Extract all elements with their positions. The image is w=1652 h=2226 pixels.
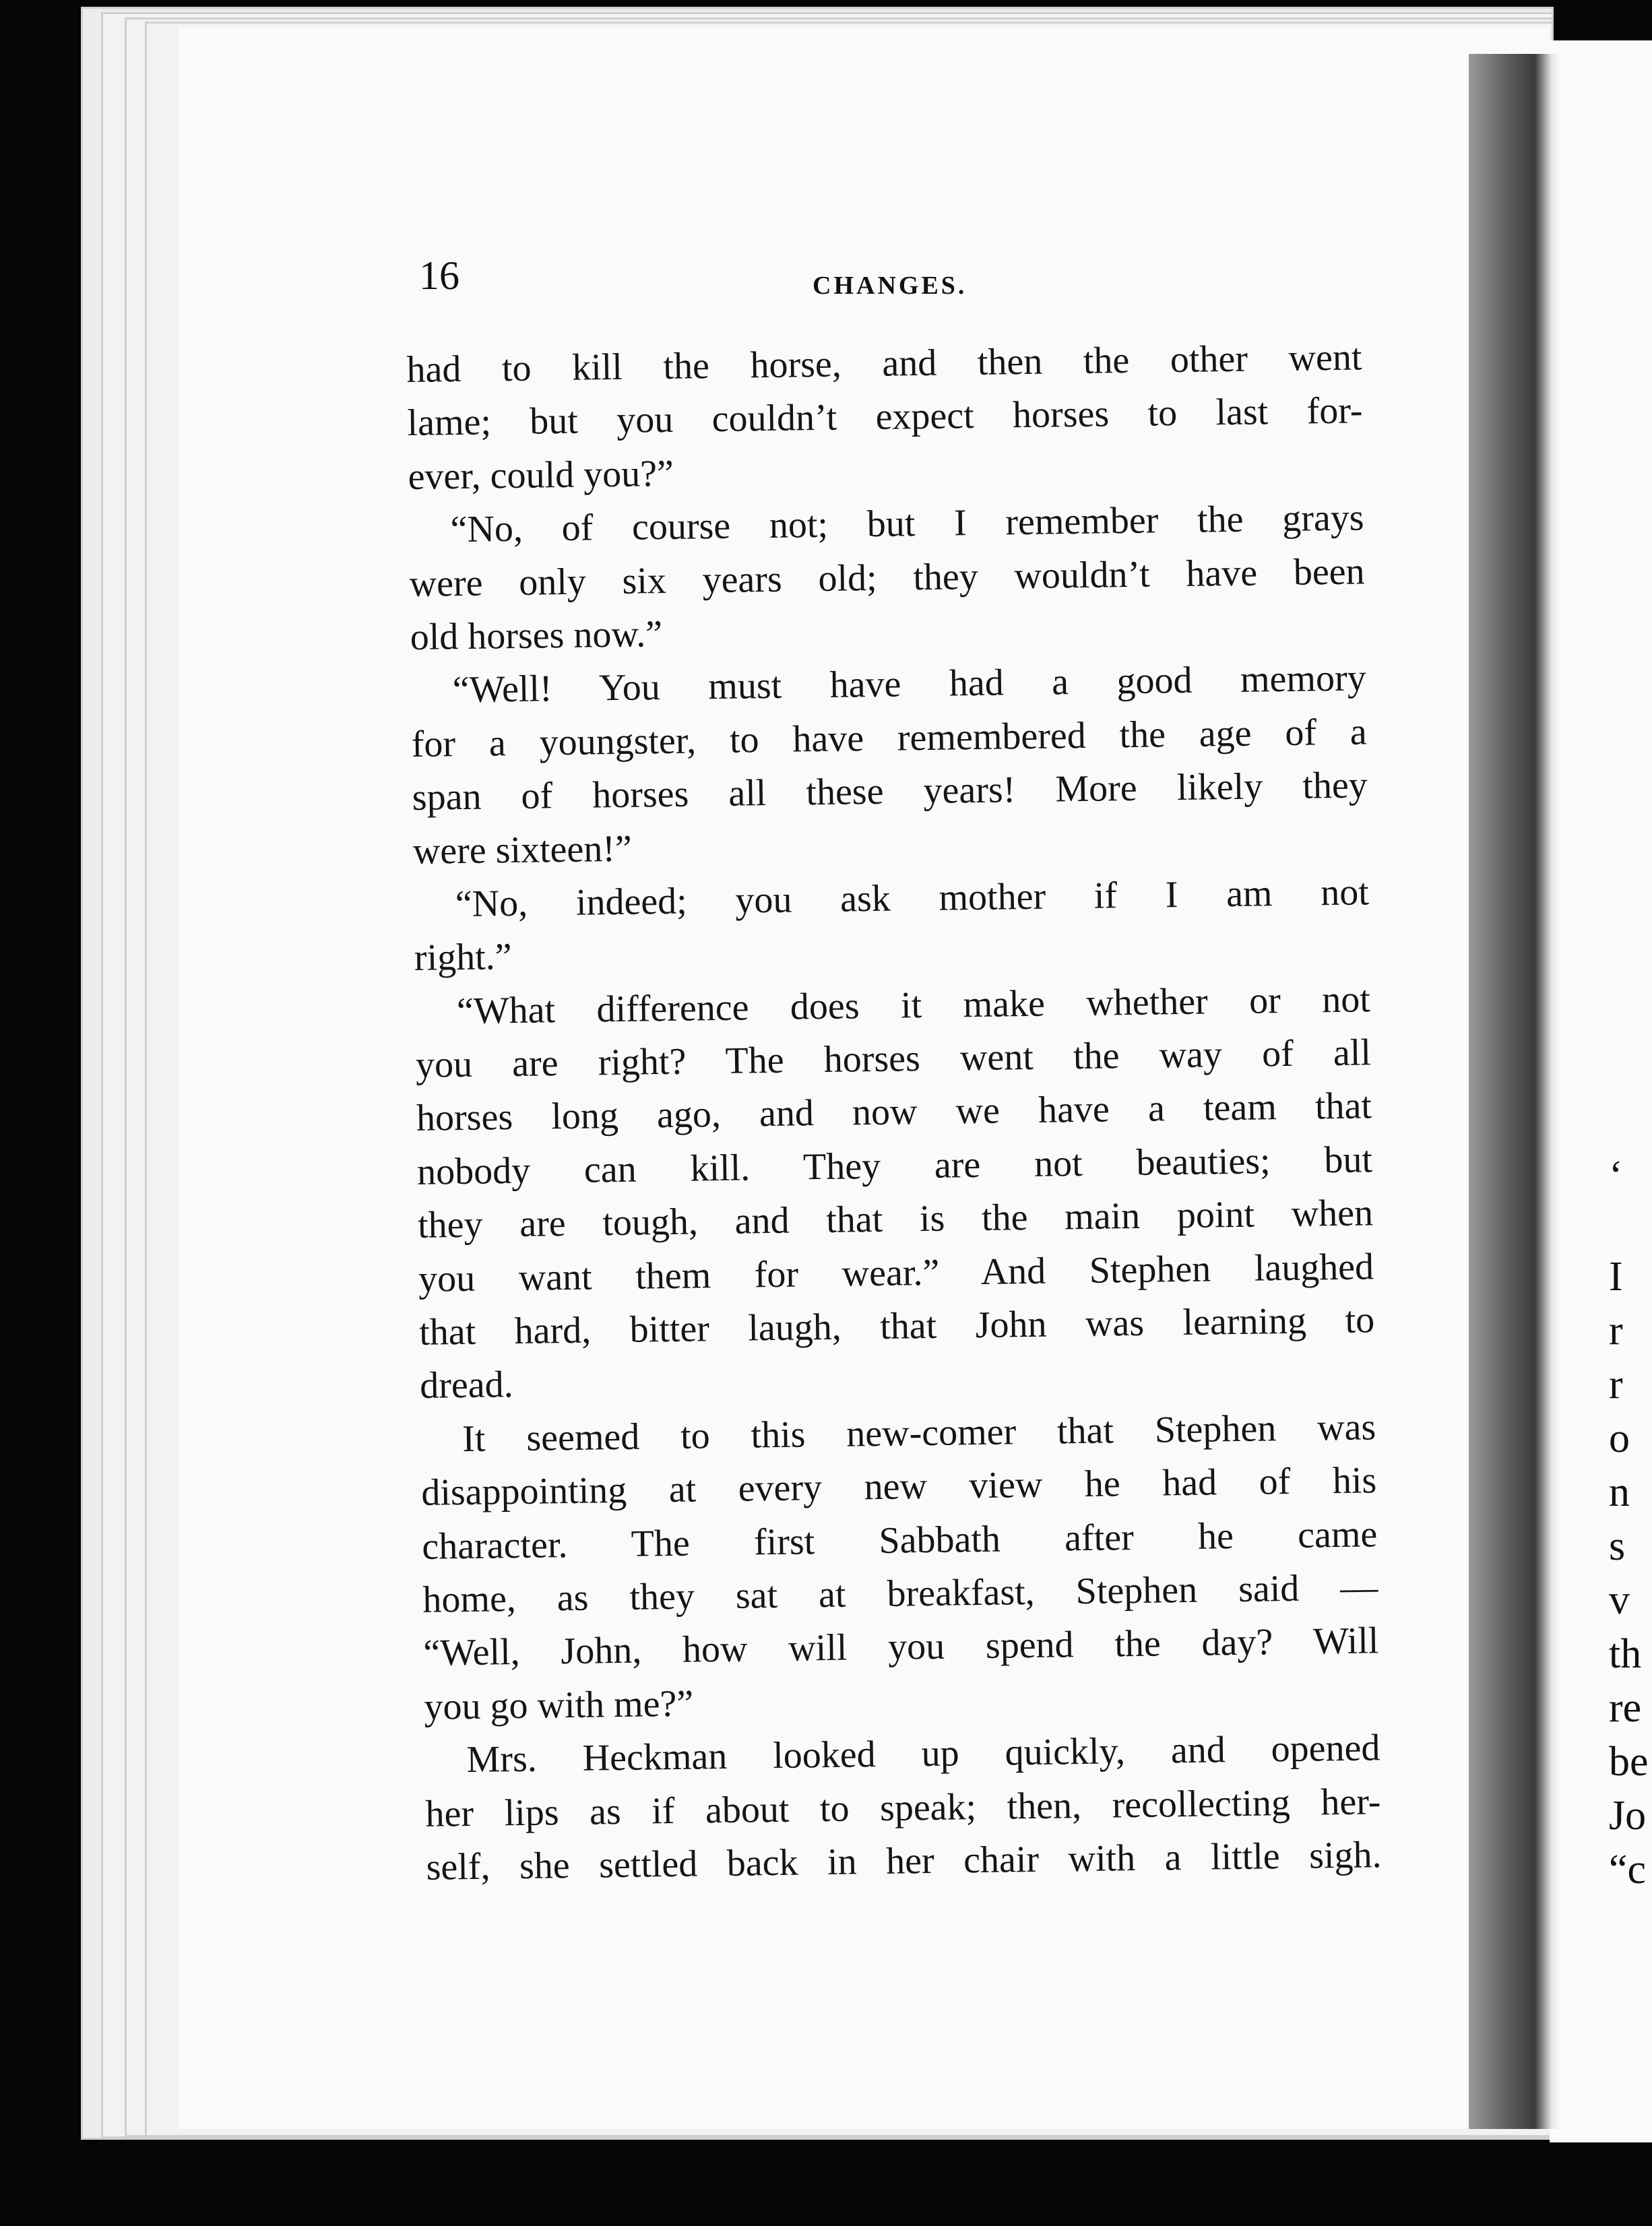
text-line: were only six years old; they wouldn’t have been [409,550,1365,605]
running-title: CHANGES. [813,272,967,300]
text-line: “No, indeed; you ask mother if I am not [455,871,1370,926]
text-line: they are tough, and that is the main point when [417,1192,1374,1247]
facing-page-fragment: I [1609,1254,1623,1300]
body-text [406,331,1382,1895]
facing-page-fragment: s [1609,1523,1626,1569]
text-line: character. The first Sabbath after he came [421,1513,1378,1568]
text-line: you go with me?” [424,1682,694,1728]
text-line: home, as they sat at breakfast, Stephen said — [422,1566,1378,1621]
text-line: old horses now.” [410,613,663,658]
text-line: “No, of course not; but I remember the grays [450,497,1364,551]
facing-page-fragment: th [1609,1631,1642,1677]
text-line: “Well! You must have had a good memory [452,657,1367,711]
facing-page-fragment: r [1609,1308,1623,1354]
facing-page-fragment: v [1609,1577,1630,1623]
text-line: self, she settled back in her chair with a little sigh. [426,1834,1382,1888]
facing-page-fragment: be [1609,1739,1649,1785]
facing-page-fragment: n [1609,1469,1630,1515]
facing-page-fragment: ‘ [1609,1153,1623,1199]
text-line: you want them for wear.” And Stephen laughed [418,1245,1374,1300]
text-line: It seemed to this new-comer that Stephen was [462,1406,1376,1460]
text-line: lame; but you couldn’t expect horses to last for- [407,389,1363,445]
facing-page-fragment: r [1609,1362,1623,1407]
facing-page-fragment: Jo [1609,1793,1647,1839]
text-line: dread. [419,1364,514,1407]
text-line: span of horses all these years! More likely they [412,764,1368,819]
facing-page-fragment: re [1609,1685,1642,1731]
text-line: right.” [414,936,512,980]
text-line: her lips as if about to speak; then, recollecting her- [425,1780,1381,1835]
book-gutter-shadow [1469,54,1563,2129]
text-line: ever, could you?” [408,452,674,498]
facing-page-fragment: o [1609,1416,1630,1461]
text-line: for a youngster, to have remembered the age of a [411,711,1368,765]
text-line: “What difference does it make whether or not [456,978,1371,1032]
text-line: horses long ago, and now we have a team that [416,1085,1372,1140]
text-line: had to kill the horse, and then the other went [406,336,1362,391]
text-line: disappointing at every new view he had of his [420,1459,1377,1515]
text-line: were sixteen!” [412,827,633,872]
page-number: 16 [419,253,459,298]
text-line: nobody can kill. They are not beauties; but [416,1139,1373,1193]
text-line: “Well, John, how will you spend the day? Will [423,1620,1379,1675]
text-line: that hard, bitter laugh, that John was learning to [418,1299,1375,1354]
text-line: you are right? The horses went the way of all [415,1031,1372,1086]
text-line: Mrs. Heckman looked up quickly, and opened [466,1727,1380,1781]
facing-page-fragment: “c [1609,1847,1647,1893]
